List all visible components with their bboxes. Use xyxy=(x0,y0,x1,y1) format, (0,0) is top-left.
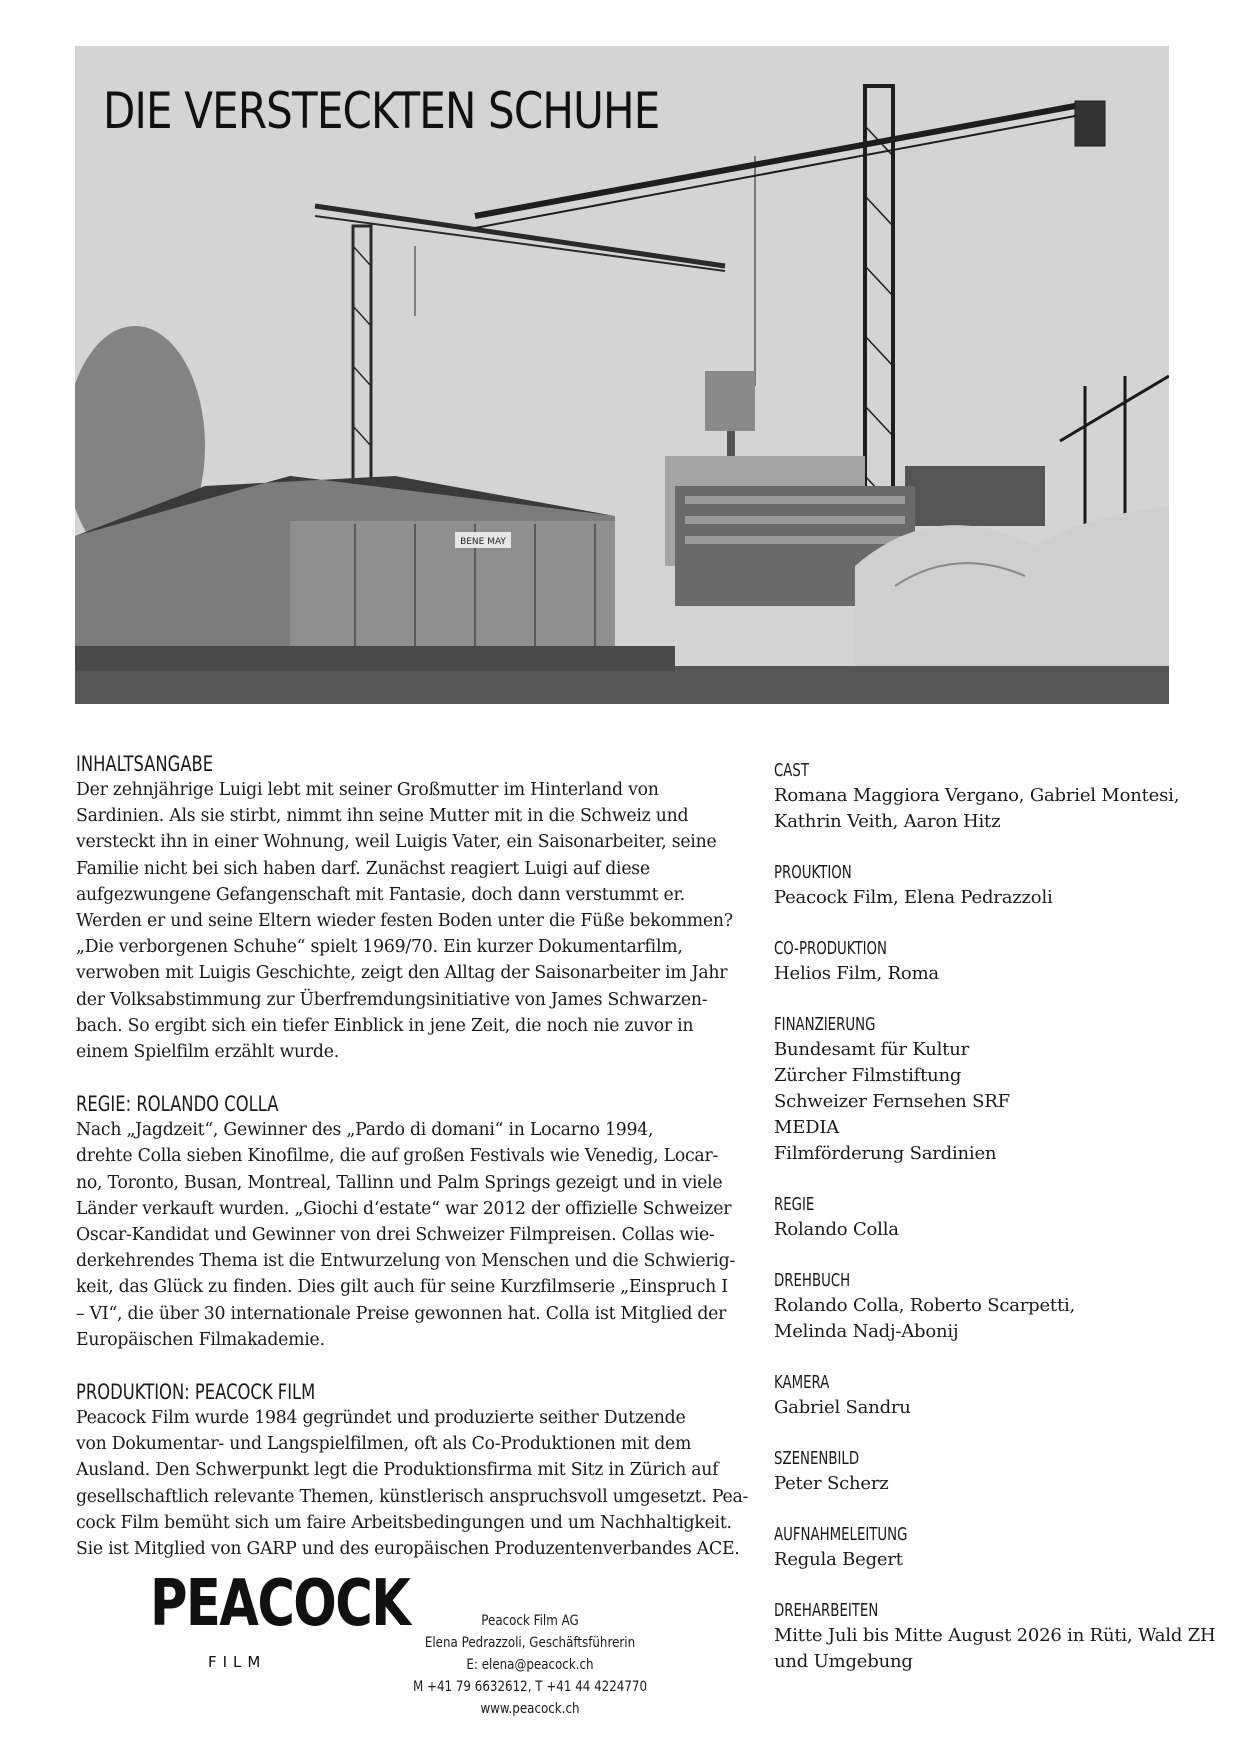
contact-block xyxy=(380,1610,680,1720)
credit-line: Melinda Nadj-Abonij xyxy=(774,1321,959,1342)
credit-heading: REGIE xyxy=(774,1194,815,1215)
section-production xyxy=(76,1380,749,1562)
text-line: Nach „Jagdzeit“, Gewinner des „Pardo di domani“ in Locarno 1994, xyxy=(76,1120,654,1141)
text-line: bach. So ergibt sich ein tiefer Einblick in jene Zeit, die noch nie zuvor in xyxy=(76,1015,694,1036)
credit-set-design xyxy=(774,1447,1194,1497)
text-line: drehte Colla sieben Kinofilme, die auf großen Festivals wie Venedig, Locar- xyxy=(76,1146,719,1167)
text-line: Oscar-Kandidat und Gewinner von drei Schweizer Filmpreisen. Collas wie- xyxy=(76,1225,715,1246)
logo-wordmark: PEACOCK xyxy=(150,1567,410,1641)
text-line: cock Film bemüht sich um faire Arbeitsbedingungen und um Nachhaltigkeit. xyxy=(76,1512,732,1533)
section-director xyxy=(76,1092,736,1353)
section-heading: INHALTSANGABE xyxy=(76,752,214,776)
text-line: keit, das Glück zu finden. Dies gilt auch für seine Kurzfilmserie „Einspruch I xyxy=(76,1277,728,1298)
credit-heading: CAST xyxy=(774,760,810,781)
credit-line: Romana Maggiora Vergano, Gabriel Montesi, xyxy=(774,785,1180,806)
credit-heading: DREHARBEITEN xyxy=(774,1600,879,1621)
credit-cast xyxy=(774,759,1194,835)
construction-site-illustration xyxy=(75,46,1169,704)
credit-line: Peacock Film, Elena Pedrazzoli xyxy=(774,887,1053,908)
section-heading: REGIE: ROLANDO COLLA xyxy=(76,1092,279,1117)
credit-line: Bundesamt für Kultur xyxy=(774,1039,969,1060)
contact-website[interactable]: www.peacock.ch xyxy=(480,1701,580,1717)
text-line: derkehrendes Thema ist die Entwurzelung von Menschen und die Schwierig- xyxy=(76,1251,736,1272)
section-body xyxy=(76,1405,749,1562)
text-line: einem Spielfilm erzählt wurde. xyxy=(76,1042,339,1063)
text-line: versteckt ihn in einer Wohnung, weil Luigis Vater, ein Saisonarbeiter, seine xyxy=(76,832,717,853)
text-line: verwoben mit Luigis Geschichte, zeigt den Alltag der Saisonarbeiter im Jahr xyxy=(76,963,728,984)
contact-phone: M +41 79 6632612, T +41 44 4224770 xyxy=(412,1679,648,1695)
text-line: – VI“, die über 30 internationale Preise gewonnen hat. Colla ist Mitglied der xyxy=(76,1303,727,1324)
credits-column xyxy=(774,759,1216,1701)
credit-line: Kathrin Veith, Aaron Hitz xyxy=(774,811,1001,832)
credit-line: Rolando Colla, Roberto Scarpetti, xyxy=(774,1295,1076,1316)
credit-shooting xyxy=(774,1599,1216,1675)
contact-person: Elena Pedrazzoli, Geschäftsführerin xyxy=(424,1635,636,1651)
text-line: von Dokumentar- und Langspielfilmen, oft als Co-Produktionen mit dem xyxy=(76,1434,692,1455)
section-body xyxy=(76,777,736,1065)
peacock-logo xyxy=(150,1567,410,1682)
credit-screenplay xyxy=(774,1269,1194,1345)
contact-email[interactable]: E: elena@peacock.ch xyxy=(466,1657,594,1673)
header-photo xyxy=(75,46,1169,704)
credit-line: Rolando Colla xyxy=(774,1219,899,1240)
credit-line: und Umgebung xyxy=(774,1651,913,1672)
section-synopsis xyxy=(76,752,736,1065)
text-line: „Die verborgenen Schuhe“ spielt 1969/70. Ein kurzer Dokumentarfilm, xyxy=(76,937,683,958)
logo-subtitle: FILM xyxy=(208,1653,267,1671)
main-text-column xyxy=(76,752,749,1589)
credit-line: Mitte Juli bis Mitte August 2026 in Rüti, Wald ZH xyxy=(774,1625,1216,1646)
text-line: Sie ist Mitglied von GARP und des europäischen Produzentenverbandes ACE. xyxy=(76,1539,740,1560)
text-line: Sardinien. Als sie stirbt, nimmt ihn seine Mutter mit in die Schweiz und xyxy=(76,806,689,827)
credit-heading: CO-PRODUKTION xyxy=(774,938,887,959)
credit-line: MEDIA xyxy=(774,1117,840,1138)
barrack-sign: BENE MAY xyxy=(460,537,506,547)
credit-heading: FINANZIERUNG xyxy=(774,1014,876,1035)
text-line: gesellschaftlich relevante Themen, künstlerisch anspruchsvoll umgesetzt. Pea- xyxy=(76,1486,749,1507)
text-line: Werden er und seine Eltern wieder festen Boden unter die Füße bekommen? xyxy=(76,911,733,932)
section-body xyxy=(76,1117,736,1353)
credit-heading: PROUKTION xyxy=(774,862,852,883)
credit-line: Gabriel Sandru xyxy=(774,1397,911,1418)
credit-line: Schweizer Fernsehen SRF xyxy=(774,1091,1010,1112)
credit-line-producer xyxy=(774,1523,1194,1573)
text-line: Ausland. Den Schwerpunkt legt die Produktionsfirma mit Sitz in Zürich auf xyxy=(76,1460,719,1481)
credit-line: Helios Film, Roma xyxy=(774,963,939,984)
credit-line: Regula Begert xyxy=(774,1549,903,1570)
credit-financing xyxy=(774,1013,1194,1167)
credit-line: Peter Scherz xyxy=(774,1473,889,1494)
contact-company: Peacock Film AG xyxy=(481,1613,579,1629)
text-line: Europäischen Filmakademie. xyxy=(76,1329,325,1350)
text-line: der Volksabstimmung zur Überfremdungsinitiative von James Schwarzen- xyxy=(76,989,708,1010)
credit-heading: SZENENBILD xyxy=(774,1448,860,1469)
text-line: aufgezwungene Gefangenschaft mit Fantasie, doch dann verstummt er. xyxy=(76,884,685,905)
text-line: Der zehnjährige Luigi lebt mit seiner Großmutter im Hinterland von xyxy=(76,780,659,800)
credit-camera xyxy=(774,1371,1194,1421)
credit-line: Filmförderung Sardinien xyxy=(774,1143,997,1164)
credit-director xyxy=(774,1193,1194,1243)
section-heading: PRODUKTION: PEACOCK FILM xyxy=(76,1380,316,1405)
page-title: DIE VERSTECKTEN SCHUHE xyxy=(103,82,660,140)
text-line: Länder verkauft wurden. „Giochi d‘estate“ war 2012 der offizielle Schweizer xyxy=(76,1198,732,1219)
credit-heading: KAMERA xyxy=(774,1372,830,1393)
text-line: Peacock Film wurde 1984 gegründet und produzierte seither Dutzende xyxy=(76,1408,686,1429)
credit-heading: DREHBUCH xyxy=(774,1270,851,1291)
credit-heading: AUFNAHMELEITUNG xyxy=(774,1524,908,1545)
credit-line: Zürcher Filmstiftung xyxy=(774,1065,962,1086)
text-line: no, Toronto, Busan, Montreal, Tallinn und Palm Springs gezeigt und in viele xyxy=(76,1172,723,1193)
text-line: Familie nicht bei sich haben darf. Zunächst reagiert Luigi auf diese xyxy=(76,858,650,879)
credit-production xyxy=(774,861,1194,911)
credit-coproduction xyxy=(774,937,1194,987)
